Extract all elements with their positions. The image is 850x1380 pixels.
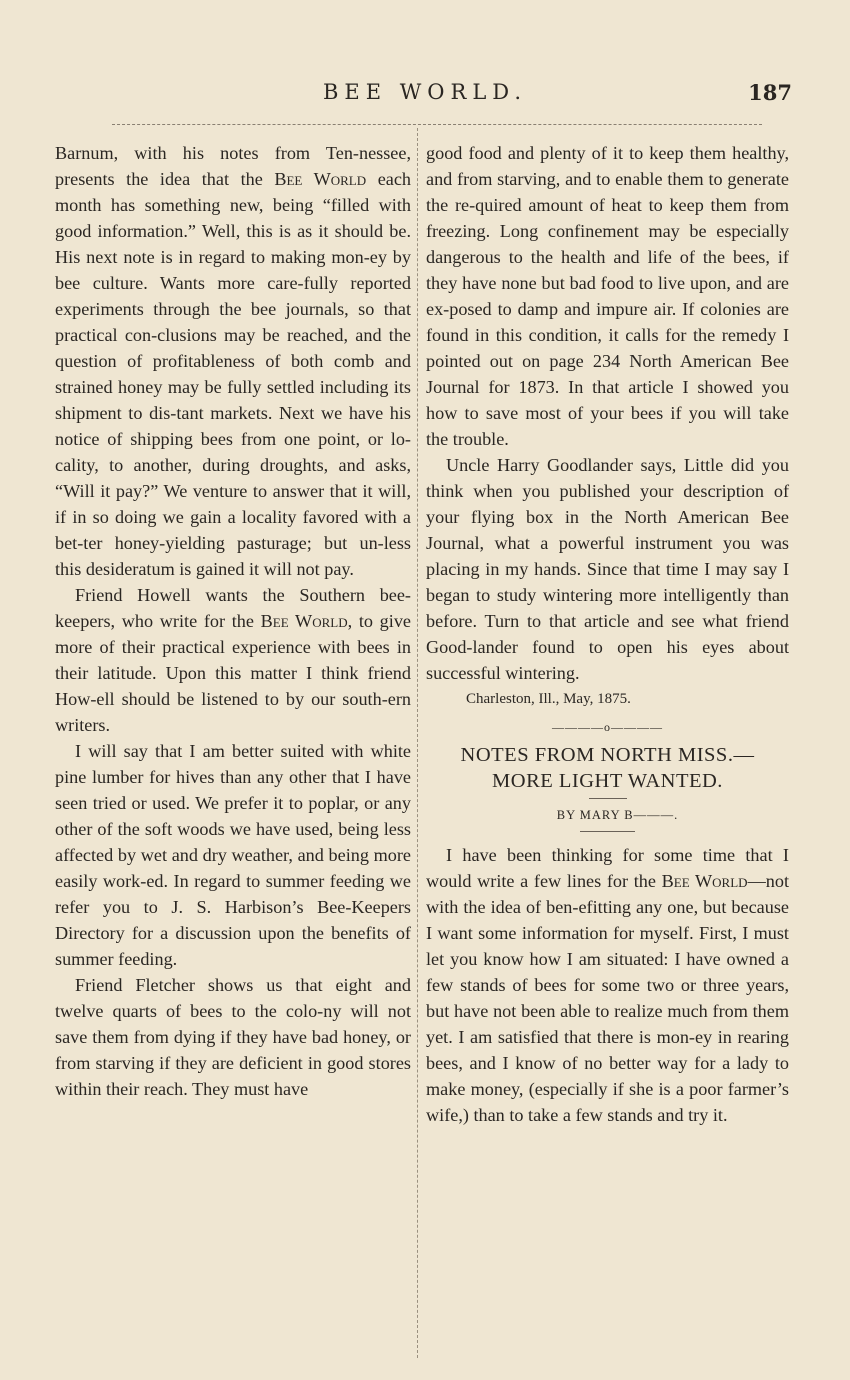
signoff: Charleston, Ill., May, 1875. xyxy=(466,691,631,707)
paragraph-goodlander: Uncle Harry Goodlander says, Little did you think when you published your description of your flying box in the North American Bee Journal, what a powerful instrument you was placing in my hands. Since that time I may say I began to study wintering more intelligently than before. Turn to that article and see what friend Good-lander found to open his eyes about successful wintering. xyxy=(426,455,789,683)
left-column xyxy=(55,140,411,1102)
running-title: BEE WORLD. xyxy=(322,80,528,104)
byline-rule xyxy=(580,831,635,832)
column-divider xyxy=(417,128,418,1358)
article-title-line-1: NOTES FROM NORTH MISS.— xyxy=(460,744,755,766)
paragraph-food-continued: good food and plenty of it to keep them healthy, and from starving, and to enable them to generate the re-quired amount of heat to keep them from freezing. Long confinement may be especially dangerous to the health and life of the bees, if they have none but bad food to live upon, and are ex-posed to damp and impure air. If colonies are found in this condition, it calls for the remedy I pointed out on page 234 North American Bee Journal for 1873. In that article I showed you how to save most of your bees if you will take the trouble. xyxy=(426,143,789,449)
article-title xyxy=(426,742,789,794)
paragraph-white-pine: I will say that I am better suited with white pine lumber for hives than any other that I have seen tried or used. We prefer it to poplar, or any other of the soft woods we have used, being less affected by wet and dry weather, and being more easily work-ed. In regard to summer feeding we refer you to J. S. Harbison’s Bee-Keepers Directory for a discussion upon the benefits of summer feeding. xyxy=(55,741,411,969)
journal-name: Bee World xyxy=(274,169,367,189)
byline: BY MARY B———. xyxy=(556,808,679,822)
right-column xyxy=(426,140,789,1128)
header-rule xyxy=(112,124,762,125)
paragraph-barnum: Barnum, with his notes from Ten-nessee, presents the idea that the Bee World each month has something new, being “filled with good information.” Well, this is as it should be. His next note is in regard to making mon-ey by bee culture. Wants more care-fully reported experiments through the bee journals, so that practical con-clusions may be reached, and the question of profitableness of both comb and strained honey may be fully settled including its shipment to dis-tant markets. Next we have his notice of shipping bees from one point, or lo-cality, to another, during droughts, and asks, “Will it pay?” We venture to answer that it will, if in so doing we gain a locality favored with a bet-ter honey-yielding pasturage; but un-less this desideratum is gained it will not pay. xyxy=(55,143,411,579)
paragraph-fletcher: Friend Fletcher shows us that eight and twelve quarts of bees to the colo-ny will not save them from dying if they have bad honey, or from starving if they are deficient in good stores within their reach. They must have xyxy=(55,975,411,1099)
paragraph-howell: Friend Howell wants the Southern bee-keepers, who write for the Bee World, to give more of their practical experience with bees in their latitude. Upon this matter I think friend How-ell should be listened to by our south-ern writers. xyxy=(55,585,411,735)
paragraph-mary-b: I have been thinking for some time that I would write a few lines for the Bee World—not with the idea of ben-efitting any one, but because I want some information for myself. First, I must let you know how I am situated: I have owned a few stands of bees for some two or three years, but have not been able to realize much from them yet. I am satisfied that there is mon-ey in rearing bees, and I know of no better way for a lady to make money, (especially if she is a poor farmer’s wife,) than to take a few stands and try it. xyxy=(426,845,789,1125)
journal-name: Bee World xyxy=(661,871,748,891)
article-title-line-2: MORE LIGHT WANTED. xyxy=(492,770,723,792)
section-separator: ————o———— xyxy=(552,720,663,734)
journal-name: Bee World xyxy=(260,611,348,631)
page-number: 187 xyxy=(748,80,792,105)
title-rule xyxy=(589,798,627,799)
